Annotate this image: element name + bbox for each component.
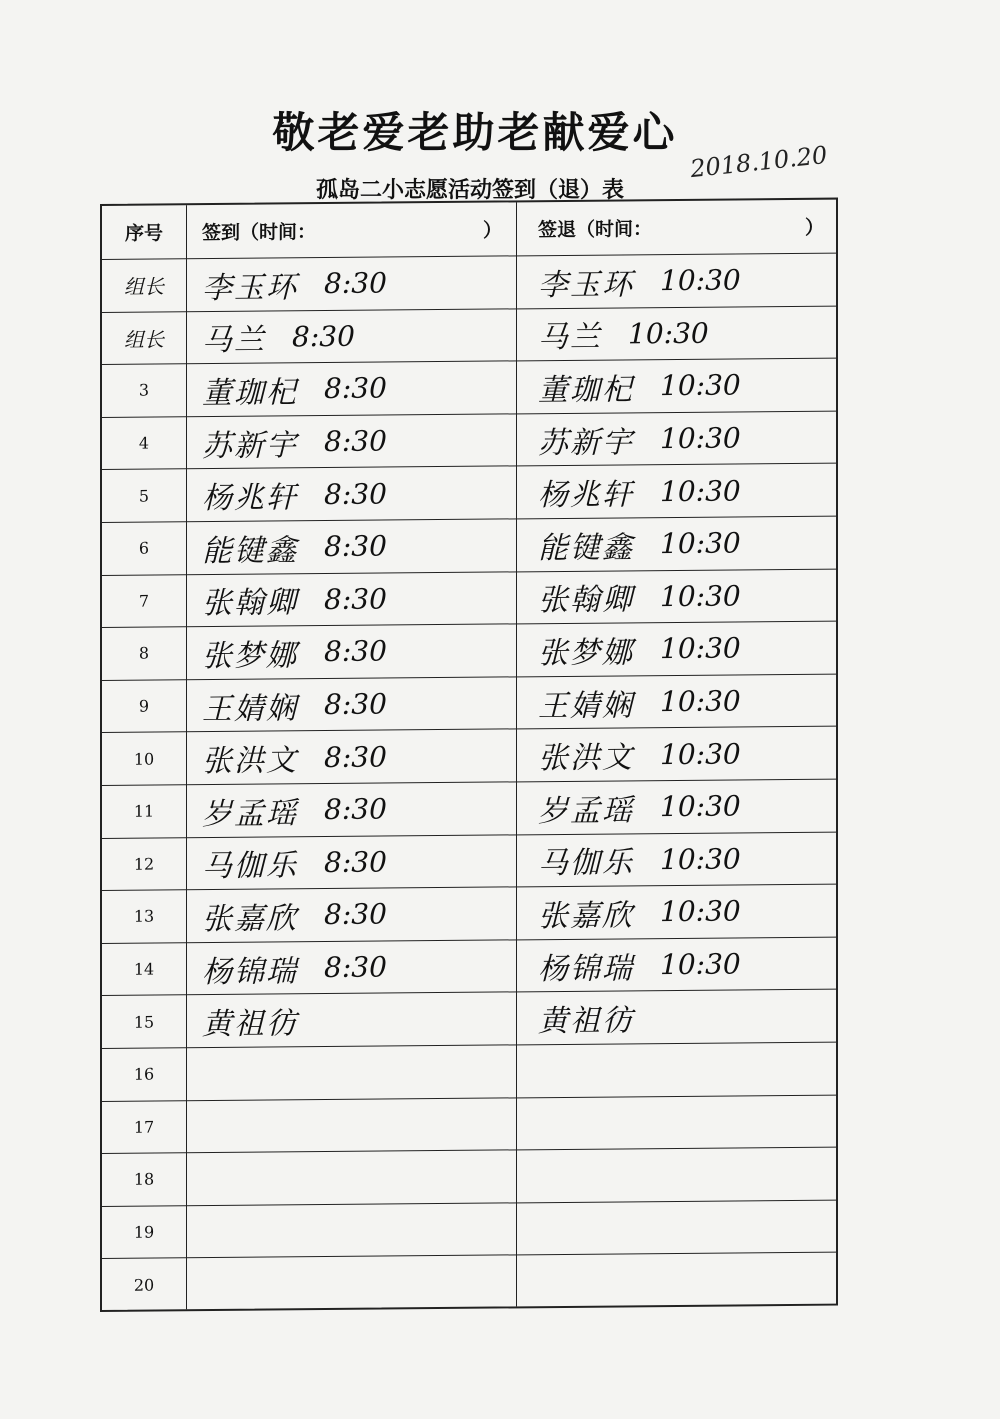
signin-name: 董珈杞 xyxy=(202,375,298,412)
signin-name: 马伽乐 xyxy=(202,848,298,885)
signout-time: 10:30 xyxy=(660,526,741,561)
table-row xyxy=(102,1253,836,1312)
signin-name: 杨兆轩 xyxy=(202,480,298,517)
signin-time: 8:30 xyxy=(324,529,387,564)
signout-name: 张翰卿 xyxy=(538,582,634,619)
signin-time: 8:30 xyxy=(324,792,387,827)
signout-name: 马兰 xyxy=(538,320,602,356)
table-row xyxy=(102,411,836,470)
row-number: 5 xyxy=(138,486,150,506)
table-row xyxy=(102,937,836,996)
row-number: 10 xyxy=(133,749,155,769)
signout-cell xyxy=(516,832,838,886)
signin-cell xyxy=(186,940,516,994)
table-row xyxy=(102,885,836,944)
signin-time: 8:30 xyxy=(324,634,387,669)
signout-name: 李玉环 xyxy=(538,267,634,303)
signout-cell xyxy=(516,1095,838,1149)
signout-cell xyxy=(516,464,838,518)
signin-cell xyxy=(186,1045,516,1099)
signout-name: 杨兆轩 xyxy=(538,477,634,514)
signin-name: 马兰 xyxy=(202,322,266,359)
signout-name: 杨锦瑞 xyxy=(538,950,634,987)
table-header-row xyxy=(102,200,836,260)
signin-cell xyxy=(186,1256,516,1311)
signout-cell xyxy=(516,622,838,676)
signin-name: 黄祖彷 xyxy=(202,1006,298,1043)
row-number: 7 xyxy=(138,591,150,611)
signin-name: 李玉环 xyxy=(202,270,298,306)
signout-cell xyxy=(516,1043,838,1097)
signin-cell xyxy=(186,414,516,468)
signout-cell xyxy=(516,569,838,623)
row-number: 3 xyxy=(138,381,150,401)
signin-cell xyxy=(186,730,516,784)
signin-cell xyxy=(186,467,516,521)
signout-time: 10:30 xyxy=(660,579,741,614)
signout-name: 张嘉欣 xyxy=(538,898,634,935)
signout-name: 董珈杞 xyxy=(538,372,634,409)
table-row xyxy=(102,674,836,733)
table-row xyxy=(102,1148,836,1207)
signout-cell xyxy=(516,990,838,1044)
signin-name: 能键鑫 xyxy=(202,533,298,569)
row-number: 19 xyxy=(133,1222,155,1242)
signin-cell xyxy=(186,835,516,889)
signout-time: 10:30 xyxy=(660,368,741,403)
signout-cell xyxy=(516,411,838,465)
signin-time: 8:30 xyxy=(324,582,387,616)
header-number: 序号 xyxy=(124,222,163,245)
signin-time: 8:30 xyxy=(324,424,387,459)
signout-time: 10:30 xyxy=(660,894,741,929)
signout-name: 能键鑫 xyxy=(538,530,634,566)
signout-cell xyxy=(516,1148,838,1202)
signout-cell xyxy=(516,1253,838,1308)
signout-name: 苏新宇 xyxy=(538,424,634,461)
signout-time: 10:30 xyxy=(660,684,741,719)
table-row xyxy=(102,727,836,786)
row-number: 6 xyxy=(138,538,150,558)
signout-cell xyxy=(516,359,838,413)
header-signin: 签到（时间： xyxy=(202,221,317,245)
signin-name: 苏新宇 xyxy=(202,427,298,464)
signin-cell xyxy=(186,1203,516,1257)
signin-cell xyxy=(186,677,516,731)
signin-cell xyxy=(186,519,516,573)
row-number: 4 xyxy=(138,433,150,453)
header-signin-cell xyxy=(186,202,516,258)
table-row xyxy=(102,1200,836,1259)
table-row xyxy=(102,517,836,576)
signin-time: 8:30 xyxy=(324,266,387,301)
header-signin-paren: ） xyxy=(482,219,502,242)
row-number: 18 xyxy=(133,1170,155,1190)
signout-name: 张梦娜 xyxy=(538,635,634,672)
signin-cell xyxy=(186,362,516,416)
row-number: 8 xyxy=(138,644,150,664)
signin-cell xyxy=(186,1151,516,1205)
header-signout-paren: ） xyxy=(804,216,824,239)
signin-name: 王婧娴 xyxy=(202,690,298,727)
signout-name: 王婧娴 xyxy=(538,687,634,724)
table-row xyxy=(102,780,836,839)
signin-time: 8:30 xyxy=(324,845,387,879)
signout-cell xyxy=(516,674,838,728)
row-number: 组长 xyxy=(124,274,164,300)
row-number: 14 xyxy=(133,959,155,979)
signout-cell xyxy=(516,254,838,308)
signout-time: 10:30 xyxy=(660,947,741,982)
row-number: 13 xyxy=(133,907,155,927)
signin-name: 张洪文 xyxy=(202,743,298,780)
table-row xyxy=(102,569,836,628)
signout-name: 岁孟瑶 xyxy=(538,793,634,829)
table-row xyxy=(102,622,836,681)
signin-cell xyxy=(186,993,516,1047)
signin-time: 8:30 xyxy=(324,371,387,406)
signout-cell xyxy=(516,885,838,939)
table-row xyxy=(102,359,836,418)
table-row xyxy=(102,254,836,313)
signout-name: 张洪文 xyxy=(538,740,634,777)
table-row xyxy=(102,1095,836,1154)
signout-cell xyxy=(516,727,838,781)
page-subtitle: 孤岛二小志愿活动签到（退）表 xyxy=(315,178,624,203)
signout-time: 10:30 xyxy=(628,316,709,351)
table-row xyxy=(102,464,836,523)
signin-cell xyxy=(186,572,516,626)
signin-time: 8:30 xyxy=(324,740,387,774)
signin-cell xyxy=(186,625,516,679)
table-row xyxy=(102,1043,836,1102)
signout-cell xyxy=(516,780,838,834)
signin-time: 8:30 xyxy=(324,950,387,985)
signin-name: 杨锦瑞 xyxy=(202,953,298,990)
signin-cell xyxy=(186,1098,516,1152)
signin-time: 8:30 xyxy=(324,897,387,932)
signin-cell xyxy=(186,888,516,942)
signout-time: 10:30 xyxy=(660,842,741,877)
signout-cell xyxy=(516,937,838,991)
row-number: 12 xyxy=(133,854,155,874)
page-title: 敬老爱老助老献爱心 xyxy=(272,108,678,157)
signout-name: 黄祖彷 xyxy=(538,1003,634,1040)
row-number: 16 xyxy=(133,1064,155,1085)
table-row xyxy=(102,990,836,1049)
signin-time: 8:30 xyxy=(324,477,387,511)
signin-name: 张翰卿 xyxy=(202,585,298,622)
handwritten-date: 2018.10.20 xyxy=(688,140,829,184)
signin-name: 岁孟瑶 xyxy=(202,796,298,832)
signout-time: 10:30 xyxy=(660,421,741,456)
signin-time: 8:30 xyxy=(292,319,355,354)
signout-name: 马伽乐 xyxy=(538,845,634,882)
signout-cell xyxy=(516,306,838,360)
attendance-table xyxy=(100,198,838,1312)
row-number: 组长 xyxy=(124,327,164,352)
signout-cell xyxy=(516,517,838,571)
row-number: 17 xyxy=(133,1117,155,1137)
signout-time: 10:30 xyxy=(660,263,741,298)
row-number: 15 xyxy=(133,1012,155,1032)
signout-cell xyxy=(516,1200,838,1254)
signout-time: 10:30 xyxy=(660,474,741,508)
signin-name: 张嘉欣 xyxy=(202,901,298,938)
signin-name: 张梦娜 xyxy=(202,638,298,675)
signin-cell xyxy=(186,256,516,310)
header-signout-cell xyxy=(516,200,838,256)
signout-time: 10:30 xyxy=(660,631,741,666)
row-number: 20 xyxy=(133,1275,155,1295)
signin-time: 8:30 xyxy=(324,687,387,722)
signout-time: 10:30 xyxy=(660,789,741,824)
row-number: 9 xyxy=(138,696,150,716)
signin-cell xyxy=(186,782,516,836)
signin-cell xyxy=(186,309,516,363)
row-number: 11 xyxy=(133,801,155,822)
signout-time: 10:30 xyxy=(660,737,741,771)
header-signout: 签退（时间： xyxy=(538,218,653,242)
table-row xyxy=(102,832,836,891)
table-row xyxy=(102,306,836,365)
